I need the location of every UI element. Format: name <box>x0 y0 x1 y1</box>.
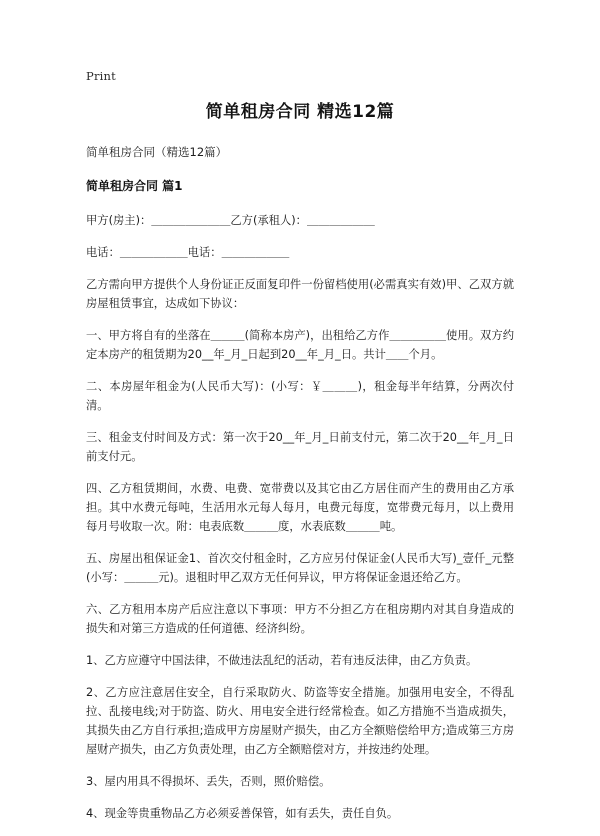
contract-clause-5: 五、房屋出租保证金1、首次交付租金时，乙方应另付保证金(人民币大写)_壹仟_元整(小写：＿＿＿元)。退租时甲乙双方无任何异议，甲方将保证金退还给乙方。 <box>86 552 514 584</box>
contract-item-2: 2、乙方应注意居住安全，自行采取防火、防盗等安全措施。加强用电安全，不得乱拉、乱接电线;对于防盗、防火、用电安全进行经常检查。如乙方措施不当造成损失，其损失由乙方自行承担;造成甲方房屋财产损失，由乙方全额赔偿给甲方;造成第三方房屋财产损失，由乙方负责处理，由乙方全额赔偿对方，并按违约处理。 <box>86 686 514 756</box>
contract-paragraph-parties: 甲方(房主)：＿＿＿＿＿＿＿乙方(承租人)：＿＿＿＿＿＿ <box>86 214 375 227</box>
contract-clause-3: 三、租金支付时间及方式：第一次于20__年_月_日前支付元，第二次于20__年_月_日前支付元。 <box>86 431 514 463</box>
contract-clause-1: 一、甲方将自有的坐落在＿＿＿(简称本房产)，出租给乙方作＿＿＿＿＿使用。双方约定本房产的租赁期为20__年_月_日起到20__年_月_日。共计＿＿个月。 <box>86 329 514 361</box>
document-subtitle: 简单租房合同（精选12篇） <box>86 145 228 159</box>
contract-item-4: 4、现金等贵重物品乙方必须妥善保管，如有丢失，责任自负。 <box>86 807 399 820</box>
print-link[interactable]: Print <box>86 69 116 83</box>
contract-clause-4: 四、乙方租赁期间，水费、电费、宽带费以及其它由乙方居住而产生的费用由乙方承担。其中水费元每吨，生活用水元每人每月，电费元每度，宽带费元每月，以上费用每月号收取一次。附：电表底数＿＿＿度，水表底数＿＿＿吨。 <box>86 482 514 533</box>
page-title: 简单租房合同 精选12篇 <box>205 102 395 122</box>
contract-item-1: 1、乙方应遵守中国法律，不做违法乱纪的活动，若有违反法律，由乙方负责。 <box>86 654 478 667</box>
contract-paragraph-preamble: 乙方需向甲方提供个人身份证正反面复印件一份留档使用(必需真实有效)甲、乙双方就房屋租赁事宜，达成如下协议： <box>86 278 514 310</box>
contract-clause-6: 六、乙方租用本房产后应注意以下事项：甲方不分担乙方在租房期内对其自身造成的损失和对第三方造成的任何道德、经济纠纷。 <box>86 603 514 635</box>
section-heading: 简单租房合同 篇1 <box>86 179 183 193</box>
contract-item-3: 3、屋内用具不得损坏、丢失，否则，照价赔偿。 <box>86 775 331 788</box>
contract-clause-2: 二、本房屋年租金为(人民币大写)：(小写：￥＿＿＿)，租金每半年结算，分两次付清。 <box>86 380 514 412</box>
contract-paragraph-phones: 电话：＿＿＿＿＿＿电话：＿＿＿＿＿＿ <box>86 246 290 259</box>
document-body <box>86 100 514 836</box>
